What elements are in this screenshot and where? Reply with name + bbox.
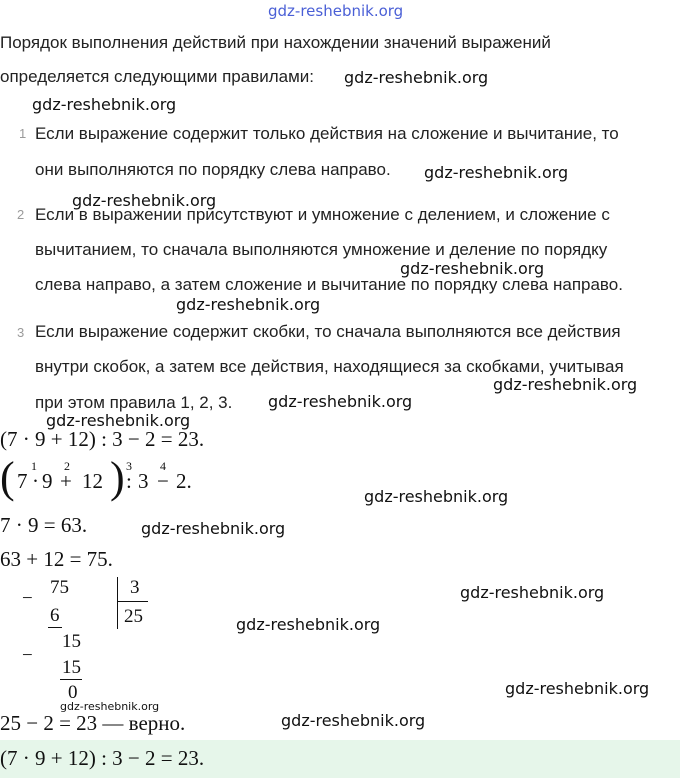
watermark-small: gdz-reshebnik.org — [60, 700, 160, 713]
division-partial-dividend: 15 — [62, 631, 81, 652]
step-1: 7 · 9 = 63. — [0, 513, 88, 537]
division-dividend: 75 — [50, 577, 69, 598]
division-minus-1: − — [22, 588, 33, 609]
order-mark-3: 3 — [126, 459, 132, 473]
watermark: gdz-reshebnik.org — [176, 295, 321, 314]
watermark: gdz-reshebnik.org — [400, 259, 545, 278]
rule-1-line-1: Если выражение содержит только действия на сложение и вычитание, то — [35, 124, 619, 143]
rule-2-number: 2 — [17, 207, 25, 222]
term-7: 7 — [17, 469, 28, 493]
division-divisor: 3 — [130, 577, 140, 598]
close-paren: ) — [110, 453, 125, 502]
op-multiply: · — [32, 469, 39, 493]
division-quotient: 25 — [124, 606, 143, 627]
watermark: gdz-reshebnik.org — [72, 191, 217, 210]
term-9: 9 — [42, 469, 53, 493]
op-divide: : — [126, 469, 132, 493]
rule-3-line-2: внутри скобок, а затем все действия, находящиеся за скобками, учитывая — [35, 357, 624, 376]
answer-expression: (7 · 9 + 12) : 3 − 2 = 23. — [0, 746, 205, 770]
watermark-top: gdz-reshebnik.org — [268, 2, 404, 20]
watermark: gdz-reshebnik.org — [32, 95, 177, 114]
intro-line-2: определяется следующими правилами: — [0, 67, 315, 86]
division-remainder: 0 — [68, 682, 78, 703]
order-mark-2: 2 — [64, 459, 70, 473]
op-plus: + — [60, 469, 72, 493]
division-bracket-horizontal — [118, 601, 148, 602]
watermark: gdz-reshebnik.org — [141, 519, 286, 538]
division-underline-2 — [60, 679, 82, 680]
watermark: gdz-reshebnik.org — [424, 163, 569, 182]
intro-line-1: Порядок выполнения действий при нахождении значений выражений — [0, 33, 551, 52]
division-bracket-vertical — [117, 577, 118, 629]
order-mark-1: 1 — [31, 459, 37, 473]
watermark: gdz-reshebnik.org — [268, 392, 413, 411]
op-minus: − — [157, 469, 169, 493]
check-line: 25 − 2 = 23 — верно. — [0, 711, 186, 735]
rule-1-line-2: они выполняются по порядку слева направо. — [35, 160, 391, 179]
watermark: gdz-reshebnik.org — [364, 487, 509, 506]
problem-expression: (7 · 9 + 12) : 3 − 2 = 23. — [0, 427, 205, 451]
watermark: gdz-reshebnik.org — [46, 411, 191, 430]
rule-3-line-3: при этом правила 1, 2, 3. — [35, 393, 233, 412]
rule-3-number: 3 — [17, 325, 25, 340]
rule-2-line-2: вычитанием, то сначала выполняются умножение и деление по порядку — [35, 240, 608, 259]
rule-1-number: 1 — [19, 126, 27, 141]
division-underline-1 — [48, 627, 62, 628]
watermark: gdz-reshebnik.org — [281, 711, 426, 730]
watermark: gdz-reshebnik.org — [493, 375, 638, 394]
watermark: gdz-reshebnik.org — [505, 679, 650, 698]
rule-3-line-1: Если выражение содержит скобки, то сначала выполняются все действия — [35, 322, 621, 341]
open-paren: ( — [0, 453, 15, 502]
watermark: gdz-reshebnik.org — [236, 615, 381, 634]
division-first-subtrahend: 6 — [50, 605, 60, 626]
term-2: 2. — [176, 469, 192, 493]
division-minus-2: − — [22, 645, 33, 666]
rule-2-line-3: слева направо, а затем сложение и вычитание по порядку слева направо. — [35, 275, 623, 294]
step-2: 63 + 12 = 75. — [0, 547, 113, 571]
term-12: 12 — [82, 469, 103, 493]
rule-2-line-1: Если в выражении присутствуют и умножение с делением, и сложение с — [35, 205, 610, 224]
watermark: gdz-reshebnik.org — [460, 583, 605, 602]
term-3: 3 — [138, 469, 149, 493]
division-second-subtrahend: 15 — [62, 657, 81, 678]
watermark: gdz-reshebnik.org — [344, 68, 489, 87]
order-mark-4: 4 — [160, 459, 166, 473]
